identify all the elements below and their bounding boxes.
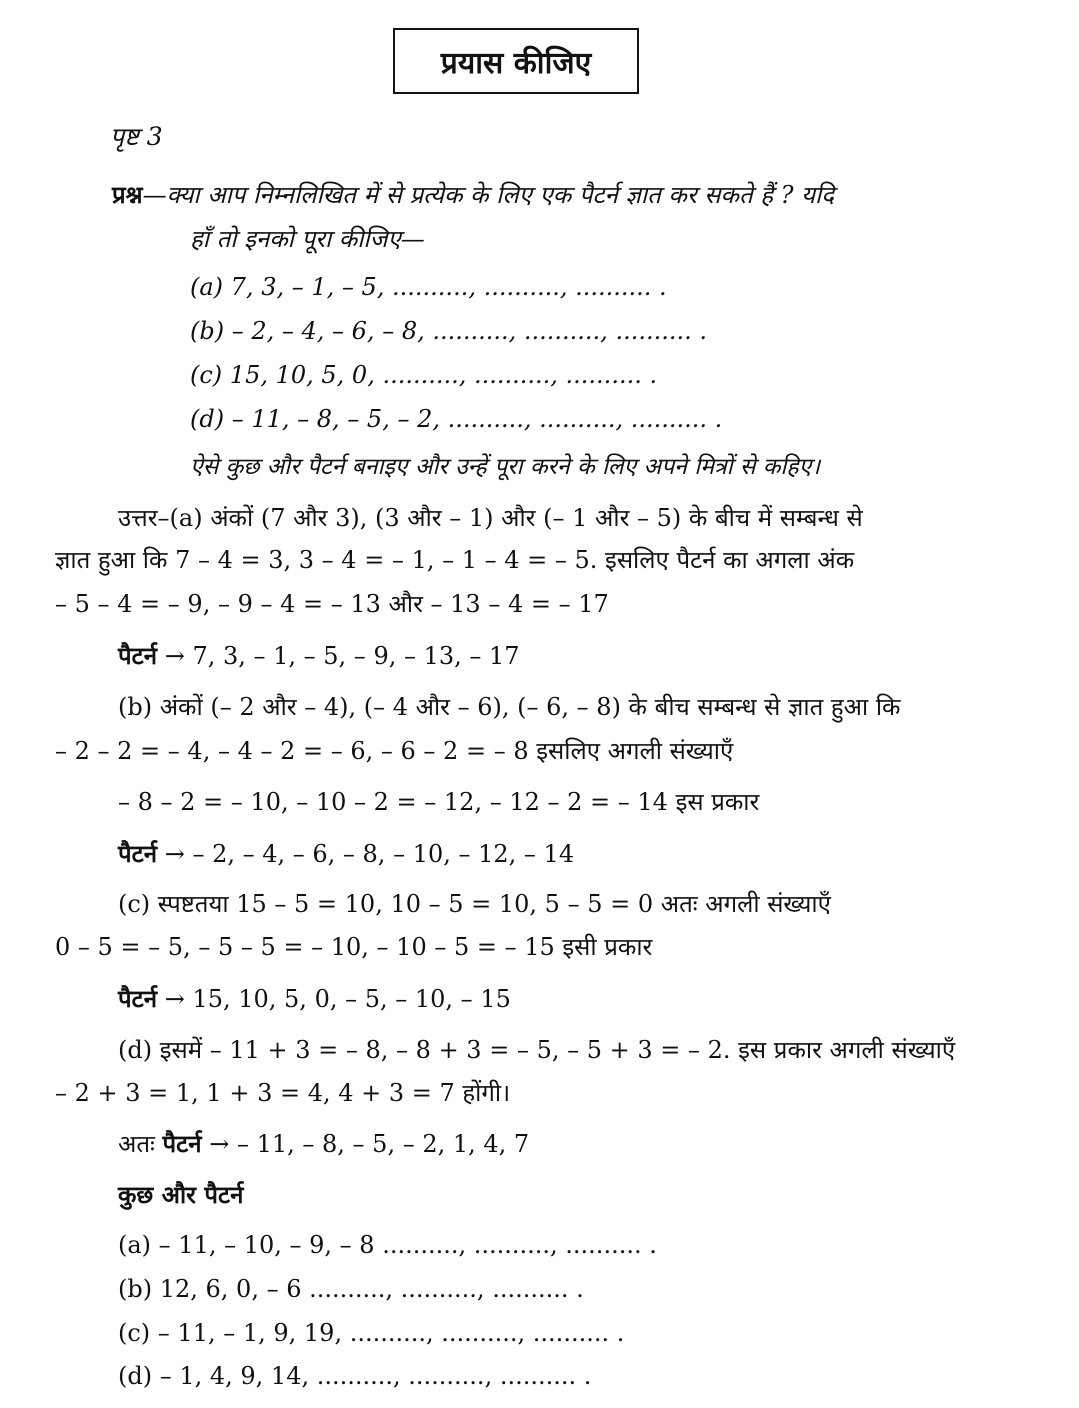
page-label: पृष्ट 3 xyxy=(110,122,163,151)
answer-a-pattern xyxy=(118,641,520,671)
answer-d-pattern xyxy=(118,1129,529,1159)
question-line-1 xyxy=(112,180,834,210)
question-closing: ऐसे कुछ और पैटर्न बनाइए और उन्हें पूरा करने के लिए अपने मित्रों से कहिए। xyxy=(190,454,821,480)
question-prefix: प्रश्न xyxy=(112,180,143,209)
therefore-label: अतः xyxy=(118,1130,155,1158)
section-title: प्रयास कीजिए xyxy=(393,28,639,94)
pattern-sequence: → 7, 3, – 1, – 5, – 9, – 13, – 17 xyxy=(164,642,520,670)
pattern-label: पैटर्न xyxy=(118,641,158,670)
more-pattern-a: (a) – 11, – 10, – 9, – 8 .........., .........., .......... . xyxy=(118,1231,657,1259)
more-pattern-c: (c) – 11, – 1, 9, 19, .........., .........., .......... . xyxy=(118,1319,625,1347)
answer-b-line-3: – 8 – 2 = – 10, – 10 – 2 = – 12, – 12 – 2 = – 14 इस प्रकार xyxy=(118,788,760,816)
answer-d-line-1: (d) इसमें – 11 + 3 = – 8, – 8 + 3 = – 5, – 5 + 3 = – 2. इस प्रकार अगली संख्याएँ xyxy=(118,1036,956,1064)
more-pattern-d: (d) – 1, 4, 9, 14, .........., .........., .......... . xyxy=(118,1362,592,1390)
answer-c-pattern xyxy=(118,984,511,1014)
pattern-sequence: → 15, 10, 5, 0, – 5, – 10, – 15 xyxy=(164,985,511,1013)
answer-a-line-1: उत्तर–(a) अंकों (7 और 3), (3 और – 1) और (– 1 और – 5) के बीच में सम्बन्ध से xyxy=(118,504,863,532)
answer-d-line-2: – 2 + 3 = 1, 1 + 3 = 4, 4 + 3 = 7 होंगी। xyxy=(55,1079,511,1107)
pattern-label: पैटर्न xyxy=(162,1129,202,1158)
answer-b-line-1: (b) अंकों (– 2 और – 4), (– 4 और – 6), (– 6, – 8) के बीच सम्बन्ध से ज्ञात हुआ कि xyxy=(118,693,901,721)
question-item-b: (b) – 2, – 4, – 6, – 8, .........., .........., .......... . xyxy=(190,317,707,345)
answer-a-line-2: ज्ञात हुआ कि 7 – 4 = 3, 3 – 4 = – 1, – 1 – 4 = – 5. इसलिए पैटर्न का अगला अंक xyxy=(55,546,855,574)
answer-b-pattern xyxy=(118,839,574,869)
answer-b-line-2: – 2 – 2 = – 4, – 4 – 2 = – 6, – 6 – 2 = – 8 इसलिए अगली संख्याएँ xyxy=(55,737,734,765)
pattern-sequence: → – 11, – 8, – 5, – 2, 1, 4, 7 xyxy=(209,1130,530,1158)
pattern-sequence: → – 2, – 4, – 6, – 8, – 10, – 12, – 14 xyxy=(164,840,575,868)
answer-c-line-1: (c) स्पष्टतया 15 – 5 = 10, 10 – 5 = 10, 5 – 5 = 0 अतः अगली संख्याएँ xyxy=(118,890,831,918)
more-pattern-b: (b) 12, 6, 0, – 6 .........., .........., .......... . xyxy=(118,1275,584,1303)
question-line-2: हाँ तो इनको पूरा कीजिए— xyxy=(190,225,425,253)
pattern-label: पैटर्न xyxy=(118,839,158,868)
question-text: —क्या आप निम्नलिखित में से प्रत्येक के लिए एक पैटर्न ज्ञात कर सकते हैं ? यदि xyxy=(142,181,834,209)
pattern-label: पैटर्न xyxy=(118,984,158,1013)
more-patterns-heading: कुछ और पैटर्न xyxy=(118,1180,244,1209)
question-item-d: (d) – 11, – 8, – 5, – 2, .........., .........., .......... . xyxy=(190,405,723,433)
question-item-a: (a) 7, 3, – 1, – 5, .........., .........., .......... . xyxy=(190,273,667,301)
answer-c-line-2: 0 – 5 = – 5, – 5 – 5 = – 10, – 10 – 5 = – 15 इसी प्रकार xyxy=(55,933,653,961)
answer-a-line-3: – 5 – 4 = – 9, – 9 – 4 = – 13 और – 13 – 4 = – 17 xyxy=(55,590,609,618)
question-item-c: (c) 15, 10, 5, 0, .........., .........., .......... . xyxy=(190,361,658,389)
